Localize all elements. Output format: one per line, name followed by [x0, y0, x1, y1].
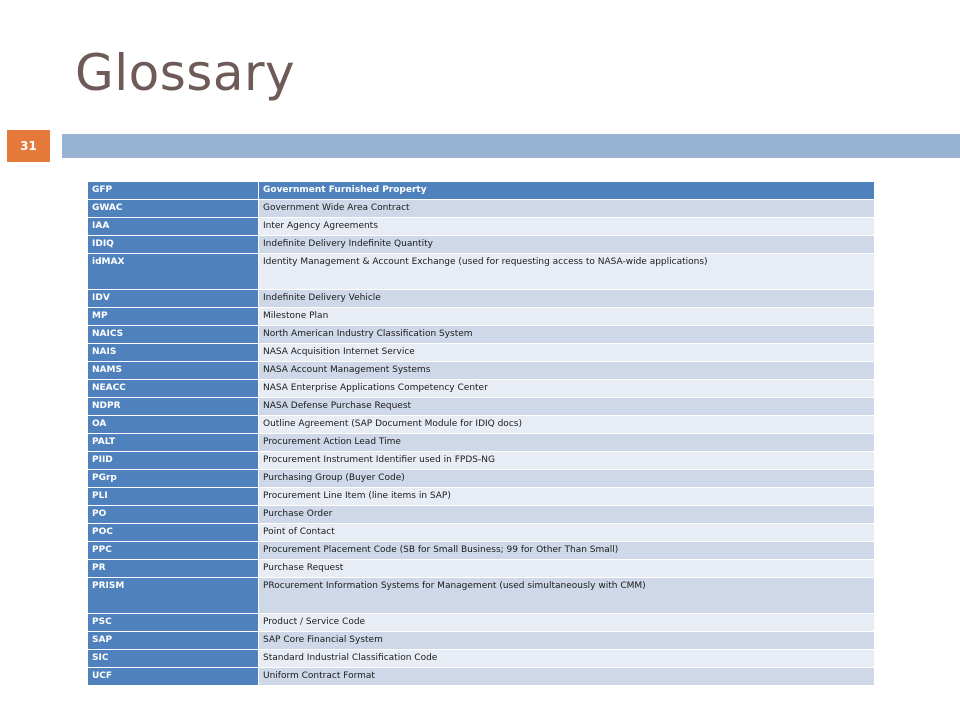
- table-row: [88, 578, 874, 614]
- table-row: [88, 452, 874, 470]
- glossary-term: NAIS: [88, 344, 259, 362]
- glossary-term: UCF: [88, 668, 259, 686]
- glossary-term: NEACC: [88, 380, 259, 398]
- table-row: [88, 182, 874, 200]
- glossary-definition: PRocurement Information Systems for Management (used simultaneously with CMM): [259, 578, 875, 614]
- glossary-term: MP: [88, 308, 259, 326]
- glossary-term: PALT: [88, 434, 259, 452]
- table-row: [88, 218, 874, 236]
- glossary-term: IAA: [88, 218, 259, 236]
- table-row: [88, 524, 874, 542]
- table-row: [88, 254, 874, 290]
- glossary-term: SIC: [88, 650, 259, 668]
- glossary-term: PLI: [88, 488, 259, 506]
- glossary-definition: NASA Acquisition Internet Service: [259, 344, 875, 362]
- glossary-term: PR: [88, 560, 259, 578]
- glossary-definition: Indefinite Delivery Vehicle: [259, 290, 875, 308]
- glossary-definition: Government Wide Area Contract: [259, 200, 875, 218]
- glossary-definition: Government Furnished Property: [259, 182, 875, 200]
- glossary-term: OA: [88, 416, 259, 434]
- table-row: [88, 308, 874, 326]
- table-row: [88, 650, 874, 668]
- glossary-definition: Procurement Instrument Identifier used in FPDS-NG: [259, 452, 875, 470]
- table-row: [88, 560, 874, 578]
- glossary-definition: NASA Enterprise Applications Competency Center: [259, 380, 875, 398]
- glossary-term: PGrp: [88, 470, 259, 488]
- glossary-term: NAMS: [88, 362, 259, 380]
- table-row: [88, 470, 874, 488]
- table-row: [88, 200, 874, 218]
- glossary-definition: Identity Management & Account Exchange (used for requesting access to NASA-wide applications): [259, 254, 875, 290]
- table-row: [88, 416, 874, 434]
- glossary-definition: Milestone Plan: [259, 308, 875, 326]
- glossary-term: PPC: [88, 542, 259, 560]
- table-row: [88, 290, 874, 308]
- glossary-term: idMAX: [88, 254, 259, 290]
- glossary-term: GFP: [88, 182, 259, 200]
- glossary-definition: Product / Service Code: [259, 614, 875, 632]
- glossary-definition: NASA Defense Purchase Request: [259, 398, 875, 416]
- glossary-term: IDV: [88, 290, 259, 308]
- table-row: [88, 542, 874, 560]
- glossary-definition: Purchasing Group (Buyer Code): [259, 470, 875, 488]
- glossary-definition: Uniform Contract Format: [259, 668, 875, 686]
- glossary-definition: Inter Agency Agreements: [259, 218, 875, 236]
- glossary-definition: Point of Contact: [259, 524, 875, 542]
- glossary-term: SAP: [88, 632, 259, 650]
- glossary-term: PO: [88, 506, 259, 524]
- table-row: [88, 344, 874, 362]
- glossary-term: NDPR: [88, 398, 259, 416]
- table-row: [88, 506, 874, 524]
- glossary-definition: Procurement Line Item (line items in SAP): [259, 488, 875, 506]
- glossary-term: NAICS: [88, 326, 259, 344]
- glossary-term: PIID: [88, 452, 259, 470]
- glossary-definition: Procurement Placement Code (SB for Small Business; 99 for Other Than Small): [259, 542, 875, 560]
- slide-number: 31: [7, 130, 50, 162]
- table-row: [88, 398, 874, 416]
- table-row: [88, 326, 874, 344]
- glossary-definition: Purchase Order: [259, 506, 875, 524]
- glossary-definition: North American Industry Classification System: [259, 326, 875, 344]
- glossary-definition: NASA Account Management Systems: [259, 362, 875, 380]
- glossary-definition: Standard Industrial Classification Code: [259, 650, 875, 668]
- table-row: [88, 632, 874, 650]
- table-row: [88, 434, 874, 452]
- table-row: [88, 668, 874, 686]
- table-row: [88, 236, 874, 254]
- glossary-definition: SAP Core Financial System: [259, 632, 875, 650]
- slide-title: Glossary: [75, 44, 296, 102]
- glossary-definition: Procurement Action Lead Time: [259, 434, 875, 452]
- table-row: [88, 488, 874, 506]
- table-row: [88, 362, 874, 380]
- glossary-definition: Outline Agreement (SAP Document Module for IDIQ docs): [259, 416, 875, 434]
- glossary-term: PRISM: [88, 578, 259, 614]
- table-row: [88, 380, 874, 398]
- table-row: [88, 614, 874, 632]
- glossary-definition: Indefinite Delivery Indefinite Quantity: [259, 236, 875, 254]
- accent-bar: [62, 134, 960, 158]
- glossary-definition: Purchase Request: [259, 560, 875, 578]
- glossary-term: GWAC: [88, 200, 259, 218]
- glossary-term: IDIQ: [88, 236, 259, 254]
- glossary-table: [88, 182, 874, 686]
- glossary-term: PSC: [88, 614, 259, 632]
- glossary-term: POC: [88, 524, 259, 542]
